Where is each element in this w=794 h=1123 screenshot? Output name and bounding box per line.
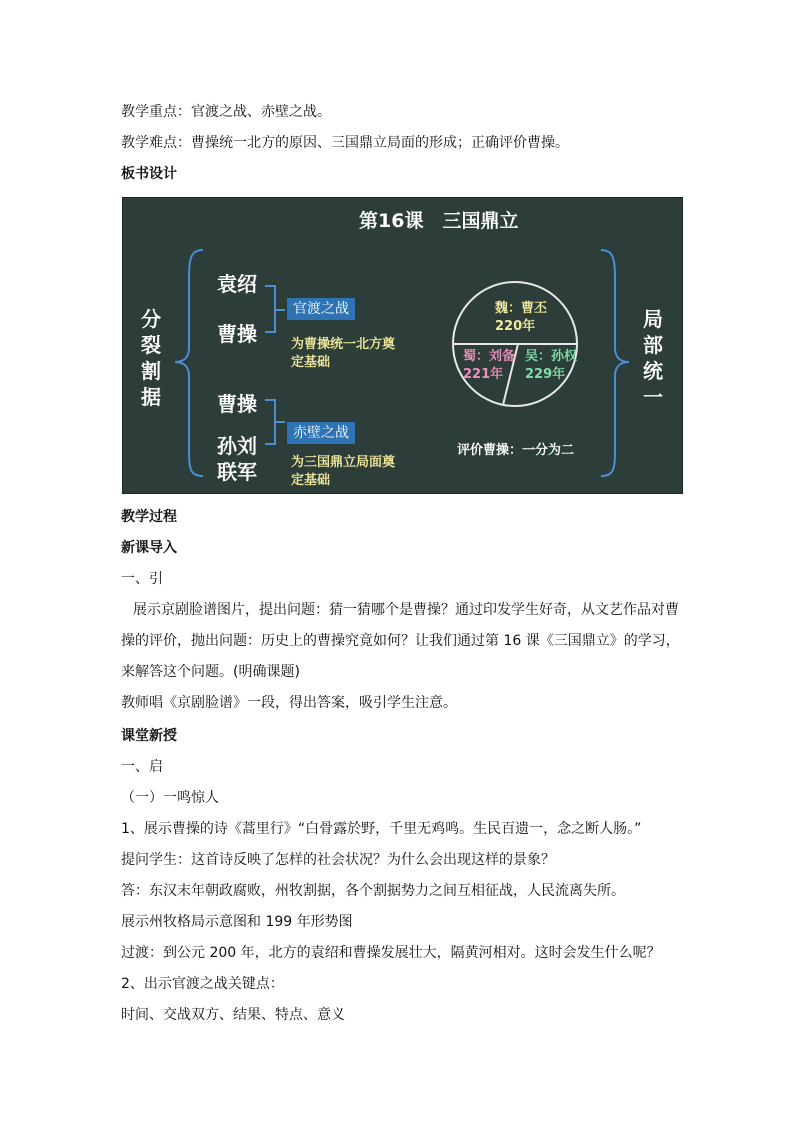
bracket-guandu	[265, 286, 285, 332]
blackboard-design	[122, 197, 683, 494]
key-points: 教学重点：官渡之战、赤壁之战。	[121, 104, 331, 120]
intro-paragraph-line1: 展示京剧脸谱图片，提出问题：猜一猜哪个是曹操？通过印发学生好奇，从文艺作品对曹	[133, 602, 679, 618]
bracket-chibi	[265, 400, 285, 444]
intro-paragraph-line2: 操的评价，抛出问题：历史上的曹操究竟如何？让我们通过第 16 课《三国鼎立》的学习，	[121, 633, 680, 649]
sun-liu: 孙刘	[217, 434, 257, 458]
shu-label: 蜀：刘备 221年	[463, 349, 516, 382]
board-title: 第16课 三国鼎立	[359, 210, 519, 232]
wu-label: 吴：孙权 229年	[525, 349, 578, 382]
item-1-poem: 1、展示曹操的诗《蒿里行》“白骨露於野，千里无鸡鸣。生民百遗一，念之断人肠。”	[121, 821, 642, 837]
allied-army: 联军	[217, 460, 257, 484]
left-brace	[175, 250, 203, 476]
chibi-battle-tag: 赤壁之战	[287, 422, 355, 444]
guandu-note: 为曹操统一北方奠 定基础	[291, 337, 396, 370]
item-2: 2、出示官渡之战关键点：	[121, 976, 284, 992]
right-label: 局 部 统 一	[643, 307, 663, 409]
left-label: 分 裂 割 据	[141, 307, 161, 409]
evaluate-cao-cao: 评价曹操：一分为二	[457, 443, 575, 458]
right-brace	[601, 250, 629, 476]
board-lines	[123, 198, 683, 494]
process-heading: 教学过程	[121, 509, 177, 525]
difficulties: 教学难点：曹操统一北方的原因、三国鼎立局面的形成；正确评价曹操。	[121, 135, 569, 151]
subsection-1: （一）一鸣惊人	[121, 790, 219, 806]
answer: 答：东汉末年朝政腐败，州牧割据，各个割据势力之间互相征战，人民流离失所。	[121, 883, 625, 899]
wei-label: 魏：曹丕 220年	[495, 301, 548, 334]
intro-heading: 新课导入	[121, 540, 177, 556]
question: 提问学生：这首诗反映了怎样的社会状况？为什么会出现这样的景象？	[121, 852, 555, 868]
board-design-heading: 板书设计	[121, 166, 177, 182]
teacher-sings: 教师唱《京剧脸谱》一段，得出答案，吸引学生注意。	[121, 695, 457, 711]
cao-cao-guandu: 曹操	[217, 322, 257, 346]
yuan-shao: 袁绍	[217, 272, 257, 296]
cao-cao-chibi: 曹操	[217, 392, 257, 416]
key-points-list: 时间、交战双方、结果、特点、意义	[121, 1007, 345, 1023]
guandu-battle-tag: 官渡之战	[287, 298, 355, 320]
section-yin: 一、引	[121, 571, 163, 587]
new-lesson-heading: 课堂新授	[121, 728, 177, 744]
show-maps: 展示州牧格局示意图和 199 年形势图	[121, 914, 353, 930]
intro-paragraph-line3: 来解答这个问题。(明确课题)	[121, 664, 300, 680]
chibi-note: 为三国鼎立局面奠 定基础	[291, 455, 396, 488]
transition: 过渡：到公元 200 年，北方的袁绍和曹操发展壮大，隔黄河相对。这时会发生什么呢？	[121, 945, 661, 961]
section-qi: 一、启	[121, 759, 163, 775]
